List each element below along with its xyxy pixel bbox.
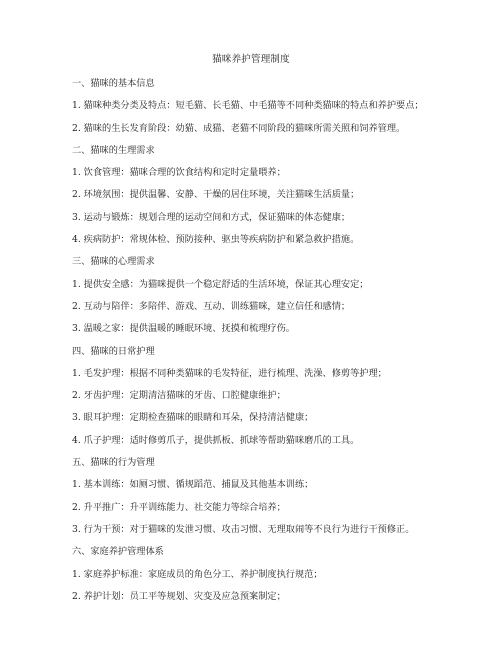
list-item: 2. 养护计划：员工平等规划、灾变及应急预案制定； [72, 590, 286, 602]
section-heading: 三、猫咪的心理需求 [72, 256, 155, 268]
list-item: 3. 温暖之家：提供温暖的睡眠环境、抚摸和梳理疗伤。 [72, 323, 295, 335]
document-body [72, 78, 472, 613]
list-item: 2. 猫咪的生长发育阶段：幼猫、成猫、老猫不同阶段的猫咪所需关照和饲养管理。 [72, 122, 406, 134]
section-heading: 一、猫咪的基本信息 [72, 78, 155, 89]
section-heading: 五、猫咪的行为管理 [72, 457, 155, 469]
list-item: 2. 互动与陪伴：多陪伴、游戏、互动、训练猫咪，建立信任和感情； [72, 300, 351, 312]
section-heading: 二、猫咪的生理需求 [72, 144, 155, 156]
section-heading: 六、家庭养护管理体系 [72, 546, 164, 558]
list-item: 3. 眼耳护理：定期检查猫咪的眼睛和耳朵，保持清洁健康； [72, 412, 314, 424]
section-heading: 四、猫咪的日常护理 [72, 345, 155, 357]
list-item: 1. 饮食管理：猫咪合理的饮食结构和定时定量喂养； [72, 167, 286, 179]
list-item: 2. 升平推广：升平训练能力、社交能力等综合培养； [72, 501, 286, 513]
list-item: 3. 行为干预：对于猫咪的发泄习惯、攻击习惯、无理取闹等不良行为进行干预修正。 [72, 523, 415, 535]
list-item: 2. 牙齿护理：定期清洁猫咪的牙齿、口腔健康维护； [72, 390, 286, 402]
list-item: 1. 毛发护理：根据不同种类猫咪的毛发特征，进行梳理、洗澡、修剪等护理； [72, 367, 387, 379]
list-item: 4. 疾病防护：常规体检、预防接种、驱虫等疾病防护和紧急救护措施。 [72, 234, 360, 246]
list-item: 1. 家庭养护标准：家庭成员的角色分工、养护制度执行规范； [72, 568, 323, 580]
list-item: 1. 基本训练：如厕习惯、循规蹈范、捕鼠及其他基本训练； [72, 479, 314, 491]
list-item: 1. 提供安全感：为猫咪提供一个稳定舒适的生活环境，保证其心理安定； [72, 278, 369, 290]
list-item: 1. 猫咪种类分类及特点：短毛猫、长毛猫、中毛猫等不同种类猫咪的特点和养护要点； [72, 100, 424, 112]
list-item: 2. 环境氛围：提供温馨、安静、干燥的居住环境，关注猫咪生活质量； [72, 189, 360, 201]
list-item: 3. 运动与锻炼：规划合理的运动空间和方式，保证猫咪的体态健康； [72, 211, 351, 223]
list-item: 4. 爪子护理：适时修剪爪子，提供抓板、抓球等帮助猫咪磨爪的工具。 [72, 434, 360, 446]
document-title: 猫咪养护管理制度 [212, 54, 290, 65]
